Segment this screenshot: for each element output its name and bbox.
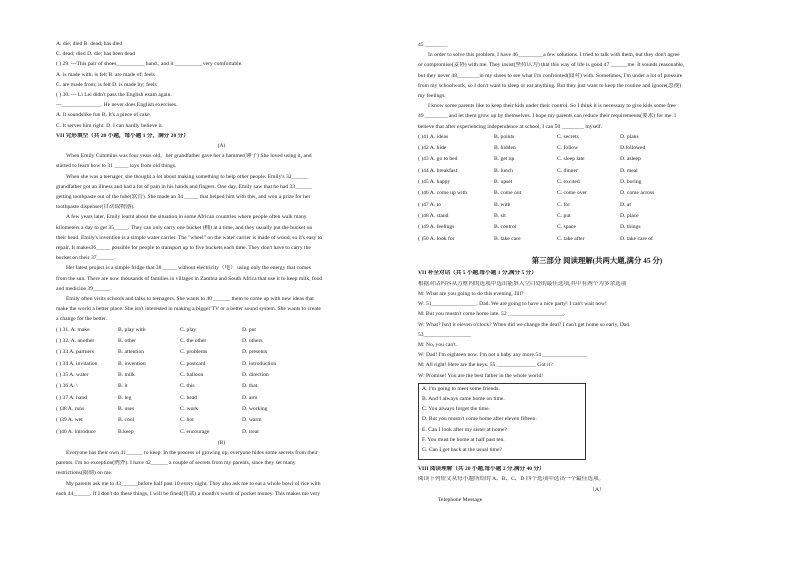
- question-line: A. die; died B. dead; has died: [56, 41, 123, 47]
- option-row: [56, 372, 387, 379]
- option-choice: B. points: [494, 133, 515, 140]
- passage-a-label: (A): [217, 143, 226, 150]
- cloze-passage-b-continued: [418, 42, 776, 130]
- option-choice: D. meal: [620, 167, 638, 174]
- question-line: C. It serves him right. D. I can hardly believe it.: [56, 122, 164, 129]
- passage-line: or compromise(妥协) with me. They insist(坚持认为) that this way of life is good 47 ______me. It sounds reasonable,: [418, 62, 685, 69]
- passage-line: repair. It makes36_____ possible for people to transport up to five buckets each time. They don't have to carry the: [56, 245, 311, 252]
- passage-line: make the world a better place. She isn't interested in making a bigger TV or a better sound system. She wants to create: [56, 306, 321, 313]
- dialogue-option: F. You must be home at half past ten.: [422, 436, 505, 443]
- passage-line: restrictions(限制) on me.: [56, 470, 113, 477]
- option-choice: C. hot: [180, 417, 194, 424]
- question-option-a: ( ) 31. A. make: [56, 326, 90, 333]
- question-option-a: ( ) 32. A. another: [56, 338, 95, 344]
- passage-line: A few years later, Emily learnt about the situation in some African countries where people often walk many: [66, 214, 307, 221]
- option-choice: D. that: [242, 383, 258, 390]
- passage-line: getting toothpaste out of the tube(软管). She made an 34 _____ that helped him with this, and won a prize for her: [56, 194, 311, 201]
- question-option-a: ( )49 A. feelings: [418, 224, 455, 231]
- option-choice: B. milk: [118, 371, 135, 378]
- option-choice: C. work: [180, 405, 199, 412]
- passage-line: 45 ________: [418, 42, 448, 48]
- option-choice: C. take after: [557, 235, 585, 242]
- option-choice: C. head: [180, 394, 198, 401]
- question-line: A. is made with; is felt B. are made of; feels: [56, 71, 155, 78]
- passage-line: When Emily Cummins was four years old，her grandfather gave her a hammer(锤子) She loved using it, and: [66, 153, 312, 160]
- passage-b-label: (B): [217, 439, 226, 446]
- option-choice: C. play: [180, 326, 197, 333]
- option-choice: D. take care of: [620, 235, 653, 242]
- question-option-a: ( )48 A. stand: [418, 213, 449, 220]
- dialogue-line: W: Dad! I'm eighteen now. I'm not a baby any more.54 ________________: [418, 352, 588, 359]
- question-option-a: ( ) 34 A. invitation: [56, 360, 98, 367]
- passage-line: started to learn how to 31 _____ toys from old things.: [56, 163, 177, 170]
- question-option-a: ( ) 35 A. water: [56, 371, 89, 378]
- option-choice: B. other: [118, 338, 137, 344]
- dialogue-line: M: No, you can't.: [418, 341, 458, 348]
- option-choice: C. space: [557, 224, 576, 231]
- question-option-a: ( )46 A. come up with: [418, 190, 468, 197]
- option-choice: B. it: [118, 383, 128, 390]
- passage-line: Her latest project is a simple fridge that 38 _____ without electricity（电） using only the energy that comes: [66, 265, 311, 272]
- option-row: [56, 361, 387, 368]
- question-option-a: ( )43 A. go to bed: [418, 156, 458, 163]
- option-choice: B. attention: [118, 349, 145, 356]
- option-choice: D. direction: [242, 371, 269, 378]
- option-row: [56, 395, 387, 402]
- question-option-a: ( )42 A. hide: [418, 145, 447, 152]
- option-choice: D. things: [620, 224, 641, 231]
- option-row: [418, 213, 776, 220]
- dialogue-instructions: 根据对话内容从方框内的选项中选出能填入空白处的最佳选项,其中有两个为多余选项: [418, 280, 627, 287]
- option-choice: C. excited: [557, 179, 580, 186]
- option-row: [56, 417, 387, 424]
- question-line: ( ) 30. --- Li Lei didn't pass the English exam again.: [56, 92, 172, 99]
- option-choice: C. postcard: [180, 360, 206, 367]
- passage-line: my feelings.: [418, 93, 446, 100]
- option-row: [418, 190, 776, 197]
- option-choice: C. come over: [557, 190, 587, 197]
- dialogue-line: M: What are you going to do this evening, Jill?: [418, 290, 524, 297]
- passage-line: 49 ________ and let them grow up by themselves. I hope my parents can reduce their requirements(要求) for me. I: [418, 113, 677, 120]
- passage-line: and medicine 39______.: [56, 285, 112, 292]
- option-choice: B. lunch: [494, 167, 513, 174]
- option-choice: C. this: [180, 383, 195, 390]
- dialogue-line: M: But you mustn't come home late. 52 ____________________.: [418, 311, 566, 318]
- passage-line: In order to solve this problem, I have 46_________a few solutions. I tried to talk with them, but they don't agree: [428, 52, 680, 59]
- option-row: [56, 338, 387, 345]
- option-row: [56, 349, 387, 356]
- option-choice: D. at: [620, 201, 631, 208]
- option-choice: C. dinner: [557, 167, 578, 174]
- option-row: [418, 134, 776, 141]
- option-row: [418, 168, 776, 175]
- passage-line: I know some parents like to keep their kids under their control. So I think it is necessary to give kids some free: [428, 103, 676, 110]
- question-option-a: ( ) 33 A. partners: [56, 349, 95, 356]
- passage-line: Emily often visits schools and talks to teenagers. She wants to 40 ______ them to come up with new ideas that: [66, 296, 314, 303]
- question-option-a: ( )39 A. wet: [56, 417, 83, 424]
- passage-line: Everyone has their own 41______ to keep. In the process of growing up, everyone hides some secrets from their: [66, 450, 318, 457]
- passage-line: each 44______. If I don't do these things, I will be fined(罚款) a month's worth of pocket money. This makes me very: [56, 490, 321, 497]
- part-three-title: 第三部分 阅读理解(共两大题,满分 45 分): [531, 256, 663, 266]
- option-row: [56, 383, 387, 390]
- option-choice: D.followed: [620, 145, 646, 152]
- option-choice: C. secrets: [557, 133, 579, 140]
- reading-instructions: 阅读下列短文从每小题所给的 A、B、C、D 四个选项中选出一个最佳选项。: [418, 476, 605, 483]
- option-row: [56, 327, 387, 334]
- question-option-a: ( )38 A. runs: [56, 405, 85, 412]
- dialogue-option: B. And I always came home on time.: [422, 395, 505, 402]
- question-option-a: ( ) 36 A. \: [56, 383, 78, 390]
- passage-line: toothpaste dispenser(自动取物器).: [56, 204, 135, 211]
- option-row: [418, 179, 776, 186]
- passage-line: a change for the better.: [56, 316, 108, 323]
- option-choice: B. hidden: [494, 145, 516, 152]
- passage-line: but they never 48________in my shoes to see what I'm confronted(面对) with. Sometimes, I'm under a lot of pressure: [418, 72, 683, 79]
- question-option-a: ( )41 A. ideas: [418, 133, 449, 140]
- option-choice: B. cool: [118, 417, 135, 424]
- option-choice: B. uses: [118, 405, 135, 412]
- option-choice: B. sit: [494, 213, 506, 220]
- option-choice: C. balloon: [180, 371, 204, 378]
- option-row: [418, 236, 776, 243]
- dialogue: [418, 291, 776, 379]
- cloze-passage-b: [56, 450, 387, 498]
- option-choice: C. put: [557, 213, 571, 220]
- left-column: [0, 0, 397, 501]
- question-line: ---______________. He never does English exercises.: [56, 102, 178, 109]
- cloze-passage-a: [56, 153, 387, 323]
- passage-line: believe that after experiencing independence at school, I can 50 ________ myself.: [418, 123, 603, 130]
- question-line: C. are made from; is felt D. is made by; feels: [56, 81, 157, 88]
- option-choice: C. encourage: [180, 428, 210, 435]
- dialogue-option: A. I'm going to meet some friends.: [422, 385, 500, 392]
- passage-line: parents. I'm no exception(例外). I have 42______ a couple of secrets from my parents, since they set many: [56, 460, 296, 467]
- option-choice: D. put: [242, 326, 256, 333]
- passage-line: bucket on their 37______.: [56, 255, 115, 262]
- option-choice: D. treat: [242, 428, 259, 435]
- option-choice: D. boring: [620, 179, 642, 186]
- section-dialogue-heading: VII 补全对话（共 5 小题,每小题 1 分,满分 5 分）: [418, 270, 537, 277]
- reading-passage-label: （A）: [589, 486, 605, 493]
- dialogue-option: C. You always forget the time.: [422, 406, 490, 413]
- passage-line: from my schoolwork, so I don't want to sleep or eat anything. But they just want to keep the routine and ignore(忽视): [418, 82, 682, 89]
- section-reading-heading: VIII 阅读理解（共 20 小题,每小题 2 分,满分 40 分）: [418, 466, 545, 473]
- dialogue-options-box: [418, 383, 586, 460]
- question-option-a: ( )44 A. breakfast: [418, 167, 458, 174]
- option-choice: C. the other: [180, 338, 207, 344]
- dialogue-line: 53_________________: [418, 331, 472, 338]
- question-option-a: ( ) 37 A. hand: [56, 394, 87, 401]
- option-choice: C. follow: [557, 145, 579, 152]
- option-choice: B. come out: [494, 190, 522, 197]
- dialogue-option: D. But you mustn't come home after eleven fifteen.: [422, 416, 537, 423]
- option-row: [56, 406, 387, 413]
- option-row: [418, 224, 776, 231]
- option-row: [418, 156, 776, 163]
- question-option-a: ( )47 A. to: [418, 201, 441, 208]
- dialogue-line: W: 51________________. Dad. We are going to have a nice party! I can't wait now!: [418, 301, 607, 308]
- question-option-a: ( )45 A. happy: [418, 179, 451, 186]
- option-choice: B. take care: [494, 235, 521, 242]
- option-choice: B. play with: [118, 326, 146, 333]
- passage-line: grandfather got an illness and had a lot of pain in his hands and fingers. One day, Emily saw that he had 33______: [56, 183, 312, 190]
- option-choice: D. asleep: [620, 156, 641, 163]
- option-choice: D. presents: [242, 349, 268, 356]
- option-choice: B.keep: [118, 428, 134, 435]
- passage-line: When she was a teenager, she thought a lot about making something to help other people. Emily's 32______: [66, 173, 309, 180]
- option-choice: D. place: [620, 213, 639, 220]
- option-choice: B. leg: [118, 394, 132, 401]
- cloze-options-b: [418, 134, 776, 243]
- passage-line: from the sun. There are now thousands of families in villages in Zambia and South Africa that use it to keep milk, food: [56, 275, 323, 282]
- option-choice: D. plans: [620, 133, 639, 140]
- cloze-options-a: [56, 327, 387, 436]
- option-choice: C. sleep late: [557, 156, 585, 163]
- option-choice: D. others: [242, 338, 263, 344]
- passage-line: their head. Emily's invention is a simple water carrier. The "wheel" on the water carrier is made of wood, so it's easy to: [56, 234, 323, 241]
- option-choice: B. invention: [118, 360, 146, 367]
- option-choice: C. problems: [180, 349, 208, 356]
- option-choice: D. warm: [242, 417, 262, 424]
- right-column: [397, 0, 794, 507]
- option-choice: B. upset: [494, 179, 513, 186]
- dialogue-option: E. Can I look after my sister at home?: [422, 426, 507, 433]
- dialogue-line: W: Promise! You are the best father in the whole world!: [418, 372, 544, 379]
- question-option-a: ( )50 A. look for: [418, 235, 455, 242]
- reading-passage-title: Telephone Message: [438, 496, 483, 503]
- option-choice: D. working: [242, 405, 268, 412]
- option-row: [418, 145, 776, 152]
- passage-line: My parents ask me to 43______before half past 10 every night. They also ask me to eat a whole bowl of rice with: [66, 480, 321, 487]
- option-row: [418, 202, 776, 209]
- dialogue-line: W: What? Isn't it eleven o'clock? When did we change the deal? I can't get home so early, Dad.: [418, 321, 631, 328]
- dialogue-line: M: All right! Here are the keys. 55 ______________ Got it?: [418, 362, 553, 369]
- section-cloze-heading: VII 完形填空（共 20 小题，每小题 1 分，满分 20 分）: [56, 132, 189, 139]
- question-line: ( ) 29. ---This pair of shoes__________ hand., and it __________very comfortable.: [56, 61, 243, 68]
- option-choice: B. get up: [494, 156, 515, 163]
- question-line: A. It soundslike fun B. It's a piece of cake.: [56, 112, 152, 119]
- option-choice: D. arm: [242, 394, 258, 401]
- passage-line: kilometers a day to get 35_____. They can only carry one bucket (桶) at a time, and they usually put the bucket on: [56, 224, 313, 231]
- option-choice: D. introduction: [242, 360, 277, 367]
- question-option-a: ( )40 A. introduce: [56, 428, 96, 435]
- option-row: [56, 429, 387, 436]
- question-line: C. dead; died D. die; has been dead: [56, 51, 136, 58]
- option-choice: D. come across: [620, 190, 655, 197]
- dialogue-option: G. Can I get back at the usual time?: [422, 446, 502, 453]
- questions-28-30: [56, 41, 387, 129]
- option-choice: B. control: [494, 224, 517, 231]
- option-choice: C. for: [557, 201, 571, 208]
- option-choice: B. with: [494, 201, 511, 208]
